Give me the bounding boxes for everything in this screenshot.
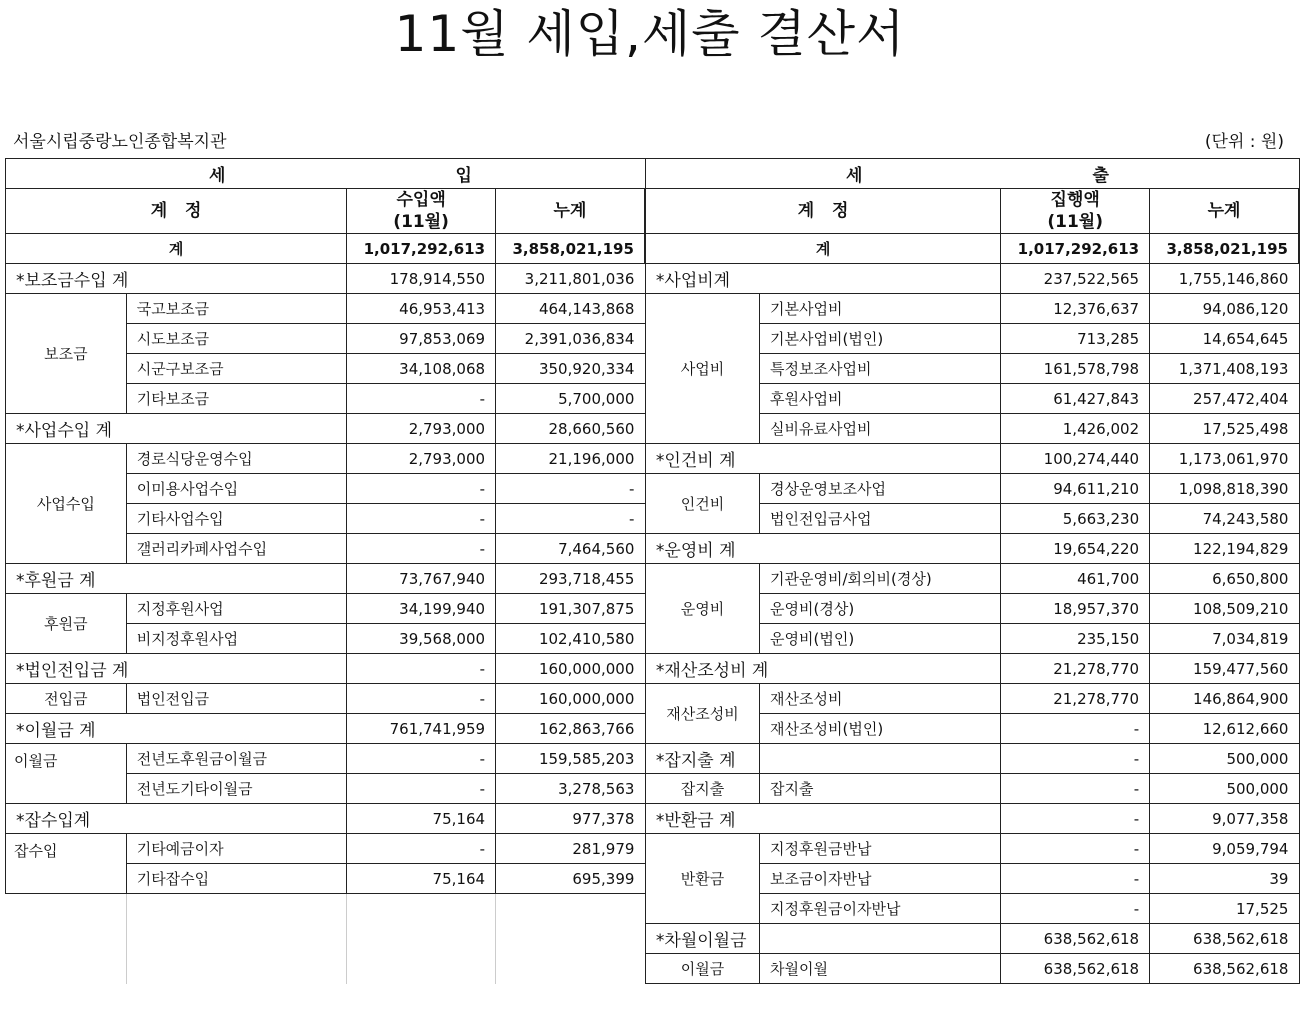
income-group-title: *법인전입금 계 <box>6 654 347 684</box>
column-spacer <box>1298 294 1299 324</box>
column-spacer <box>1298 564 1299 594</box>
expense-item-month: - <box>1001 864 1150 894</box>
empty-cell <box>760 924 1001 954</box>
table-row <box>6 774 1300 804</box>
column-spacer <box>1298 504 1299 534</box>
column-spacer <box>644 414 645 444</box>
document-title: 11월 세입,세출 결산서 <box>394 5 906 63</box>
income-group-month: - <box>347 654 496 684</box>
expense-item-cumulative: 6,650,800 <box>1150 564 1299 594</box>
income-group-month: 2,793,000 <box>347 414 496 444</box>
income-subgroup-label: 후원금 <box>6 594 127 654</box>
income-group-month: 761,741,959 <box>347 714 496 744</box>
income-group-cumulative: 28,660,560 <box>496 414 645 444</box>
income-item-cumulative: 350,920,334 <box>496 354 645 384</box>
expense-item-name: 후원사업비 <box>760 384 1001 414</box>
expense-item-month: 638,562,618 <box>1001 954 1150 984</box>
expense-item-name: 잡지출 <box>760 774 1001 804</box>
income-item-name: 국고보조금 <box>126 294 346 324</box>
income-item-month: 46,953,413 <box>347 294 496 324</box>
income-item-name: 법인전입금 <box>126 684 346 714</box>
income-group-title: *이월금 계 <box>6 714 347 744</box>
income-item-month: 34,199,940 <box>347 594 496 624</box>
empty-cell <box>496 924 645 954</box>
column-spacer <box>1298 414 1299 444</box>
column-spacer <box>1298 444 1299 474</box>
expense-item-name: 지정후원금반납 <box>760 834 1001 864</box>
income-subgroup-label: 사업수입 <box>6 444 127 564</box>
table-row <box>6 834 1300 864</box>
income-group-title: *사업수입 계 <box>6 414 347 444</box>
settlement-table <box>5 158 1300 984</box>
expense-item-name: 기본사업비 <box>760 294 1001 324</box>
expense-item-name: 운영비(경상) <box>760 594 1001 624</box>
expense-item-cumulative: 638,562,618 <box>1150 954 1299 984</box>
empty-cell <box>6 924 127 954</box>
table-row <box>6 564 1300 594</box>
empty-cell <box>6 894 127 924</box>
income-item-name: 기타사업수입 <box>126 504 346 534</box>
expense-item-name: 운영비(법인) <box>760 624 1001 654</box>
expense-group-month: - <box>1001 744 1150 774</box>
expense-item-month: 18,957,370 <box>1001 594 1150 624</box>
expense-total-cumulative: 3,858,021,195 <box>1150 234 1299 264</box>
income-group-title: *후원금 계 <box>6 564 347 594</box>
column-spacer <box>1298 234 1299 264</box>
expense-item-cumulative: 17,525 <box>1150 894 1299 924</box>
income-item-name: 이미용사업수입 <box>126 474 346 504</box>
expense-item-cumulative: 1,371,408,193 <box>1150 354 1299 384</box>
column-spacer <box>1298 384 1299 414</box>
income-group-cumulative: 160,000,000 <box>496 654 645 684</box>
expense-section-header: 세 출 <box>645 159 1299 189</box>
expense-total-label: 계 <box>645 234 1000 264</box>
expense-item-month: 1,426,002 <box>1001 414 1150 444</box>
expense-item-cumulative: 108,509,210 <box>1150 594 1299 624</box>
expense-item-name: 차월이월 <box>760 954 1001 984</box>
column-spacer <box>1298 684 1299 714</box>
expense-item-month: 713,285 <box>1001 324 1150 354</box>
income-group-month: 178,914,550 <box>347 264 496 294</box>
expense-item-month: 21,278,770 <box>1001 684 1150 714</box>
column-spacer <box>644 594 645 624</box>
table-row <box>6 654 1300 684</box>
income-group-title: *보조금수입 계 <box>6 264 347 294</box>
expense-item-month: 5,663,230 <box>1001 504 1150 534</box>
income-item-cumulative: 464,143,868 <box>496 294 645 324</box>
income-item-name: 기타보조금 <box>126 384 346 414</box>
income-group-cumulative: 293,718,455 <box>496 564 645 594</box>
income-item-month: - <box>347 774 496 804</box>
empty-cell <box>496 894 645 924</box>
expense-item-month: 461,700 <box>1001 564 1150 594</box>
column-spacer <box>644 354 645 384</box>
column-spacer <box>1298 804 1299 834</box>
empty-cell <box>347 894 496 924</box>
income-item-cumulative: 21,196,000 <box>496 444 645 474</box>
expense-group-month: - <box>1001 804 1150 834</box>
expense-group-cumulative: 159,477,560 <box>1150 654 1299 684</box>
expense-group-title: *재산조성비 계 <box>645 654 1000 684</box>
column-spacer <box>1298 354 1299 384</box>
income-item-cumulative: - <box>496 504 645 534</box>
income-group-cumulative: 162,863,766 <box>496 714 645 744</box>
expense-group-title: *차월이월금 <box>645 924 759 954</box>
income-item-name: 전년도기타이월금 <box>126 774 346 804</box>
expense-item-cumulative: 1,098,818,390 <box>1150 474 1299 504</box>
expense-subgroup-label: 인건비 <box>645 474 759 534</box>
income-subgroup-label: 이월금 <box>6 744 127 804</box>
income-item-name: 기타예금이자 <box>126 834 346 864</box>
expense-item-name: 지정후원금이자반납 <box>760 894 1001 924</box>
expense-item-month: 12,376,637 <box>1001 294 1150 324</box>
income-group-month: 73,767,940 <box>347 564 496 594</box>
income-item-cumulative: - <box>496 474 645 504</box>
income-item-month: - <box>347 474 496 504</box>
income-item-month: 39,568,000 <box>347 624 496 654</box>
organization-name: 서울시립중랑노인종합복지관 <box>13 132 227 152</box>
expense-item-cumulative: 94,086,120 <box>1150 294 1299 324</box>
expense-cumulative-header: 누계 <box>1150 189 1299 234</box>
income-item-cumulative: 7,464,560 <box>496 534 645 564</box>
expense-item-cumulative: 74,243,580 <box>1150 504 1299 534</box>
expense-group-title: *잡지출 계 <box>645 744 759 774</box>
expense-group-cumulative: 9,077,358 <box>1150 804 1299 834</box>
expense-item-name: 법인전입금사업 <box>760 504 1001 534</box>
income-cumulative-header: 누계 <box>496 189 645 234</box>
income-group-month: 75,164 <box>347 804 496 834</box>
expense-group-title: *반환금 계 <box>645 804 1000 834</box>
expense-item-name: 보조금이자반납 <box>760 864 1001 894</box>
empty-cell <box>496 954 645 984</box>
expense-total-month: 1,017,292,613 <box>1001 234 1150 264</box>
income-subgroup-label: 보조금 <box>6 294 127 414</box>
income-item-name: 시군구보조금 <box>126 354 346 384</box>
expense-item-month: - <box>1001 714 1150 744</box>
unit-note: (단위 : 원) <box>1204 132 1284 152</box>
expense-group-cumulative: 122,194,829 <box>1150 534 1299 564</box>
income-item-month: - <box>347 684 496 714</box>
column-spacer <box>644 864 645 894</box>
income-item-cumulative: 3,278,563 <box>496 774 645 804</box>
column-spacer <box>644 714 645 744</box>
expense-month-header: 집행액 (11월) <box>1001 189 1150 234</box>
table-row <box>6 804 1300 834</box>
column-spacer <box>1298 534 1299 564</box>
income-group-cumulative: 3,211,801,036 <box>496 264 645 294</box>
column-spacer <box>1298 714 1299 744</box>
table-row <box>6 264 1300 294</box>
expense-group-cumulative: 638,562,618 <box>1150 924 1299 954</box>
income-item-cumulative: 160,000,000 <box>496 684 645 714</box>
income-item-month: - <box>347 504 496 534</box>
income-account-header: 계 정 <box>6 189 347 234</box>
expense-item-cumulative: 7,034,819 <box>1150 624 1299 654</box>
expense-group-month: 638,562,618 <box>1001 924 1150 954</box>
expense-subgroup-label: 운영비 <box>645 564 759 654</box>
income-item-name: 지정후원사업 <box>126 594 346 624</box>
table-row <box>6 924 1300 954</box>
expense-item-cumulative: 14,654,645 <box>1150 324 1299 354</box>
income-group-title: *잡수입계 <box>6 804 347 834</box>
column-spacer <box>1298 744 1299 774</box>
expense-subgroup-label: 사업비 <box>645 294 759 444</box>
income-item-name: 갤러리카페사업수입 <box>126 534 346 564</box>
income-total-cumulative: 3,858,021,195 <box>496 234 645 264</box>
expense-group-title: *인건비 계 <box>645 444 1000 474</box>
expense-group-title: *운영비 계 <box>645 534 1000 564</box>
expense-item-name: 기본사업비(법인) <box>760 324 1001 354</box>
table-row <box>6 444 1300 474</box>
column-spacer <box>1298 324 1299 354</box>
income-month-header: 수입액 (11월) <box>347 189 496 234</box>
expense-item-name: 재산조성비(법인) <box>760 714 1001 744</box>
table-row <box>6 474 1300 504</box>
income-item-name: 비지정후원사업 <box>126 624 346 654</box>
expense-item-name: 기관운영비/회의비(경상) <box>760 564 1001 594</box>
expense-group-title: *사업비계 <box>645 264 1000 294</box>
column-spacer <box>1298 954 1299 984</box>
income-item-month: - <box>347 744 496 774</box>
expense-item-cumulative: 500,000 <box>1150 774 1299 804</box>
expense-item-month: 94,611,210 <box>1001 474 1150 504</box>
income-item-cumulative: 159,585,203 <box>496 744 645 774</box>
expense-group-cumulative: 500,000 <box>1150 744 1299 774</box>
expense-subgroup-label: 잡지출 <box>645 774 759 804</box>
income-item-month: - <box>347 834 496 864</box>
column-spacer <box>1298 474 1299 504</box>
expense-item-cumulative: 17,525,498 <box>1150 414 1299 444</box>
income-item-cumulative: 695,399 <box>496 864 645 894</box>
expense-item-month: 61,427,843 <box>1001 384 1150 414</box>
column-spacer <box>644 324 645 354</box>
expense-group-cumulative: 1,755,146,860 <box>1150 264 1299 294</box>
income-item-cumulative: 5,700,000 <box>496 384 645 414</box>
column-spacer <box>1298 624 1299 654</box>
expense-item-month: 235,150 <box>1001 624 1150 654</box>
empty-cell <box>126 894 346 924</box>
expense-item-month: - <box>1001 834 1150 864</box>
income-item-cumulative: 2,391,036,834 <box>496 324 645 354</box>
empty-cell <box>347 924 496 954</box>
column-spacer <box>1298 654 1299 684</box>
column-spacer <box>1298 924 1299 954</box>
income-subgroup-label: 전입금 <box>6 684 127 714</box>
table-row <box>6 534 1300 564</box>
empty-cell <box>760 744 1001 774</box>
income-item-name: 시도보조금 <box>126 324 346 354</box>
column-spacer <box>644 624 645 654</box>
expense-item-month: - <box>1001 894 1150 924</box>
income-item-name: 경로식당운영수입 <box>126 444 346 474</box>
expense-item-month: - <box>1001 774 1150 804</box>
column-spacer <box>1298 864 1299 894</box>
expense-subgroup-label: 반환금 <box>645 834 759 924</box>
expense-group-month: 19,654,220 <box>1001 534 1150 564</box>
income-item-month: - <box>347 534 496 564</box>
income-item-cumulative: 102,410,580 <box>496 624 645 654</box>
income-item-cumulative: 191,307,875 <box>496 594 645 624</box>
income-item-month: - <box>347 384 496 414</box>
column-spacer <box>1298 894 1299 924</box>
expense-item-cumulative: 12,612,660 <box>1150 714 1299 744</box>
expense-item-name: 재산조성비 <box>760 684 1001 714</box>
income-total-month: 1,017,292,613 <box>347 234 496 264</box>
column-spacer <box>1298 264 1299 294</box>
table-row <box>6 954 1300 984</box>
expense-account-header: 계 정 <box>645 189 1000 234</box>
expense-group-month: 100,274,440 <box>1001 444 1150 474</box>
expense-item-cumulative: 39 <box>1150 864 1299 894</box>
income-item-month: 2,793,000 <box>347 444 496 474</box>
income-item-month: 97,853,069 <box>347 324 496 354</box>
income-item-name: 전년도후원금이월금 <box>126 744 346 774</box>
income-section-header: 세 입 <box>6 159 646 189</box>
column-spacer <box>1298 774 1299 804</box>
column-spacer <box>1298 189 1299 234</box>
table-row <box>6 744 1300 774</box>
expense-item-month: 161,578,798 <box>1001 354 1150 384</box>
column-spacer <box>644 894 645 924</box>
expense-item-name: 특정보조사업비 <box>760 354 1001 384</box>
expense-item-cumulative: 146,864,900 <box>1150 684 1299 714</box>
column-spacer <box>1298 834 1299 864</box>
income-item-cumulative: 281,979 <box>496 834 645 864</box>
expense-item-cumulative: 257,472,404 <box>1150 384 1299 414</box>
income-subgroup-label: 잡수입 <box>6 834 127 894</box>
expense-subgroup-label: 재산조성비 <box>645 684 759 744</box>
income-group-cumulative: 977,378 <box>496 804 645 834</box>
empty-cell <box>126 954 346 984</box>
empty-cell <box>6 954 127 984</box>
expense-item-cumulative: 9,059,794 <box>1150 834 1299 864</box>
column-spacer <box>644 504 645 534</box>
table-row <box>6 684 1300 714</box>
column-spacer <box>644 384 645 414</box>
column-spacer <box>1298 594 1299 624</box>
income-item-month: 75,164 <box>347 864 496 894</box>
expense-item-name: 경상운영보조사업 <box>760 474 1001 504</box>
income-total-label: 계 <box>6 234 347 264</box>
income-item-month: 34,108,068 <box>347 354 496 384</box>
expense-item-name: 실비유료사업비 <box>760 414 1001 444</box>
empty-cell <box>347 954 496 984</box>
expense-group-month: 21,278,770 <box>1001 654 1150 684</box>
table-row <box>6 294 1300 324</box>
income-item-name: 기타잡수입 <box>126 864 346 894</box>
expense-group-month: 237,522,565 <box>1001 264 1150 294</box>
expense-subgroup-label: 이월금 <box>645 954 759 984</box>
empty-cell <box>126 924 346 954</box>
expense-group-cumulative: 1,173,061,970 <box>1150 444 1299 474</box>
